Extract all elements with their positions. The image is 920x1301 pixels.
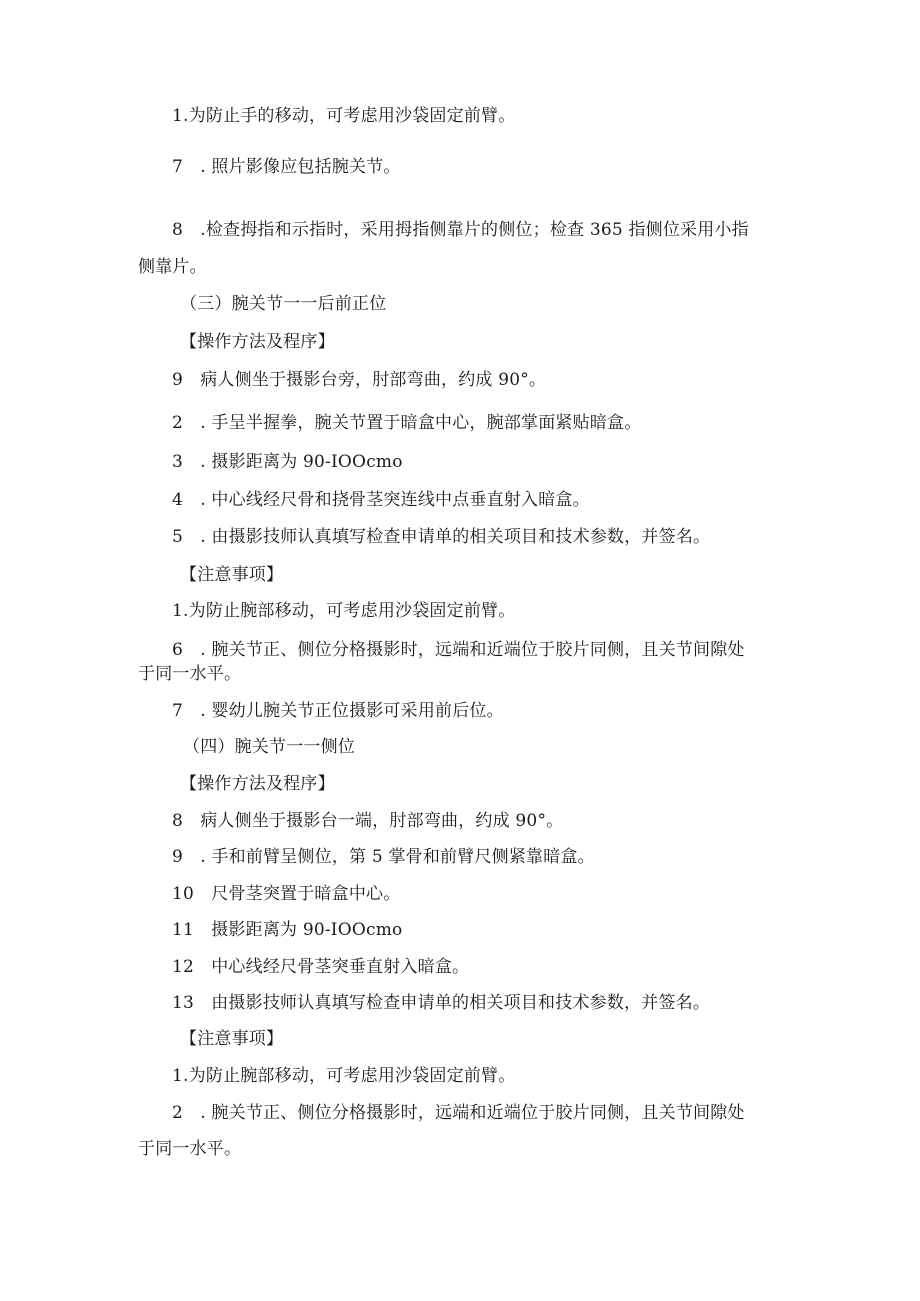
procedure-item-9: 9 病人侧坐于摄影台旁，肘部弯曲，约成 90°。 bbox=[172, 370, 547, 390]
notes2-item-1: 1.为防止腕部移动，可考虑用沙袋固定前臂。 bbox=[172, 1066, 516, 1086]
notes-item-7: 7 . 婴幼儿腕关节正位摄影可采用前后位。 bbox=[172, 701, 504, 721]
section-heading-wrist-pa: （三）腕关节一一后前正位 bbox=[180, 294, 387, 314]
procedure-item-2: 2 . 手呈半握拳，腕关节置于暗盒中心，腕部掌面紧贴暗盒。 bbox=[172, 413, 642, 433]
procedure2-item-9: 9 . 手和前臂呈侧位，第 5 掌骨和前臂尺侧紧靠暗盒。 bbox=[172, 847, 595, 867]
procedure-item-5: 5 . 由摄影技师认真填写检查申请单的相关项目和技术参数，并签名。 bbox=[172, 527, 711, 547]
section-heading-wrist-lateral: （四）腕关节一一侧位 bbox=[183, 737, 355, 757]
procedure-item-3: 3 . 摄影距离为 90-IOOcmo bbox=[172, 452, 403, 472]
notes2-item-2: 2 . 腕关节正、侧位分格摄影时，远端和近端位于胶片同侧，且关节间隙处 bbox=[172, 1103, 745, 1123]
note-item-7: 7 . 照片影像应包括腕关节。 bbox=[172, 157, 401, 177]
procedure2-item-10: 10 尺骨茎突置于暗盒中心。 bbox=[172, 884, 401, 904]
procedure2-item-11: 11 摄影距离为 90-IOOcmo bbox=[172, 920, 403, 940]
procedure2-item-12: 12 中心线经尺骨茎突垂直射入暗盒。 bbox=[172, 957, 470, 977]
procedure2-item-8: 8 病人侧坐于摄影台一端，肘部弯曲，约成 90°。 bbox=[172, 811, 564, 831]
notes-item-6-continued: 于同一水平。 bbox=[138, 664, 242, 684]
notes2-item-2-continued: 于同一水平。 bbox=[138, 1139, 242, 1159]
procedure2-item-13: 13 由摄影技师认真填写检查申请单的相关项目和技术参数，并签名。 bbox=[172, 993, 711, 1013]
subheading-procedure-2: 【操作方法及程序】 bbox=[180, 774, 335, 794]
note-item-8: 8 .检查拇指和示指时，采用拇指侧靠片的侧位；检查 365 指侧位采用小指 bbox=[172, 220, 749, 240]
subheading-notes: 【注意事项】 bbox=[180, 565, 284, 585]
note-item-1: 1.为防止手的移动，可考虑用沙袋固定前臂。 bbox=[172, 106, 516, 126]
subheading-procedure: 【操作方法及程序】 bbox=[180, 332, 335, 352]
notes-item-1: 1.为防止腕部移动，可考虑用沙袋固定前臂。 bbox=[172, 601, 516, 621]
notes-item-6: 6 . 腕关节正、侧位分格摄影时，远端和近端位于胶片同侧，且关节间隙处 bbox=[172, 640, 745, 660]
note-item-8-continued: 侧靠片。 bbox=[138, 257, 207, 277]
procedure-item-4: 4 . 中心线经尺骨和挠骨茎突连线中点垂直射入暗盒。 bbox=[172, 490, 590, 510]
subheading-notes-2: 【注意事项】 bbox=[180, 1029, 284, 1049]
